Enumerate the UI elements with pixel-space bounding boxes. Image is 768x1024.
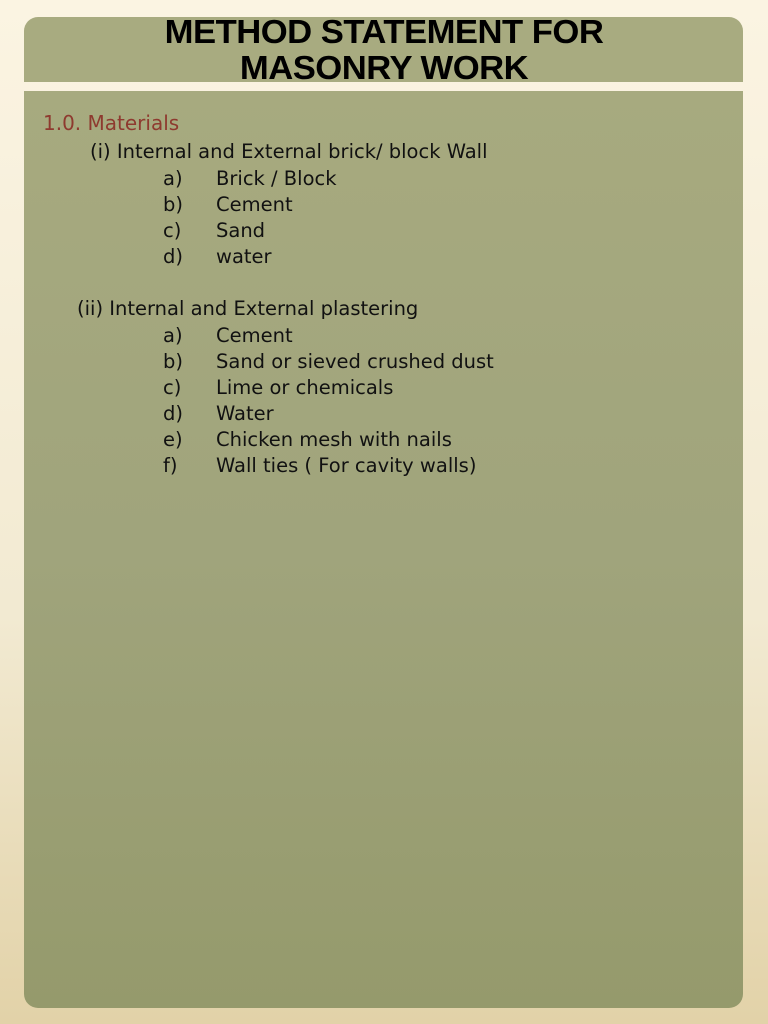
list-marker: c) [163,376,182,399]
list-label: Chicken mesh with nails [216,428,452,451]
list-marker: b) [163,193,183,216]
page-title-line-2: MASONRY WORK [239,49,529,86]
list-label: Sand [216,219,266,242]
list-label: Sand or sieved crushed dust [216,350,494,373]
page-title-line-1: METHOD STATEMENT FOR [164,13,604,50]
list-item [0,402,768,428]
list-label: Lime or chemicals [216,376,394,399]
list-marker: a) [163,167,183,190]
list-marker: a) [163,324,183,347]
group-heading-plastering: (ii) Internal and External plastering [77,297,419,320]
list-label: Cement [216,324,293,347]
list-label: water [216,245,272,268]
list-item [0,193,768,219]
list-marker: e) [163,428,183,451]
list-item [0,428,768,454]
list-label: Wall ties ( For cavity walls) [216,454,477,477]
list-item [0,167,768,193]
list-item [0,454,768,480]
list-item [0,376,768,402]
page-title [0,14,768,86]
list-label: Water [216,402,274,425]
list-marker: d) [163,402,183,425]
list-item [0,324,768,350]
list-marker: d) [163,245,183,268]
list-label: Brick / Block [216,167,337,190]
list-marker: f) [163,454,178,477]
group-heading-brick-block-wall: (i) Internal and External brick/ block Wall [90,140,488,163]
list-label: Cement [216,193,293,216]
list-item [0,350,768,376]
list-item [0,245,768,271]
list-item [0,219,768,245]
list-marker: c) [163,219,182,242]
section-heading: 1.0. Materials [43,111,180,135]
list-marker: b) [163,350,183,373]
